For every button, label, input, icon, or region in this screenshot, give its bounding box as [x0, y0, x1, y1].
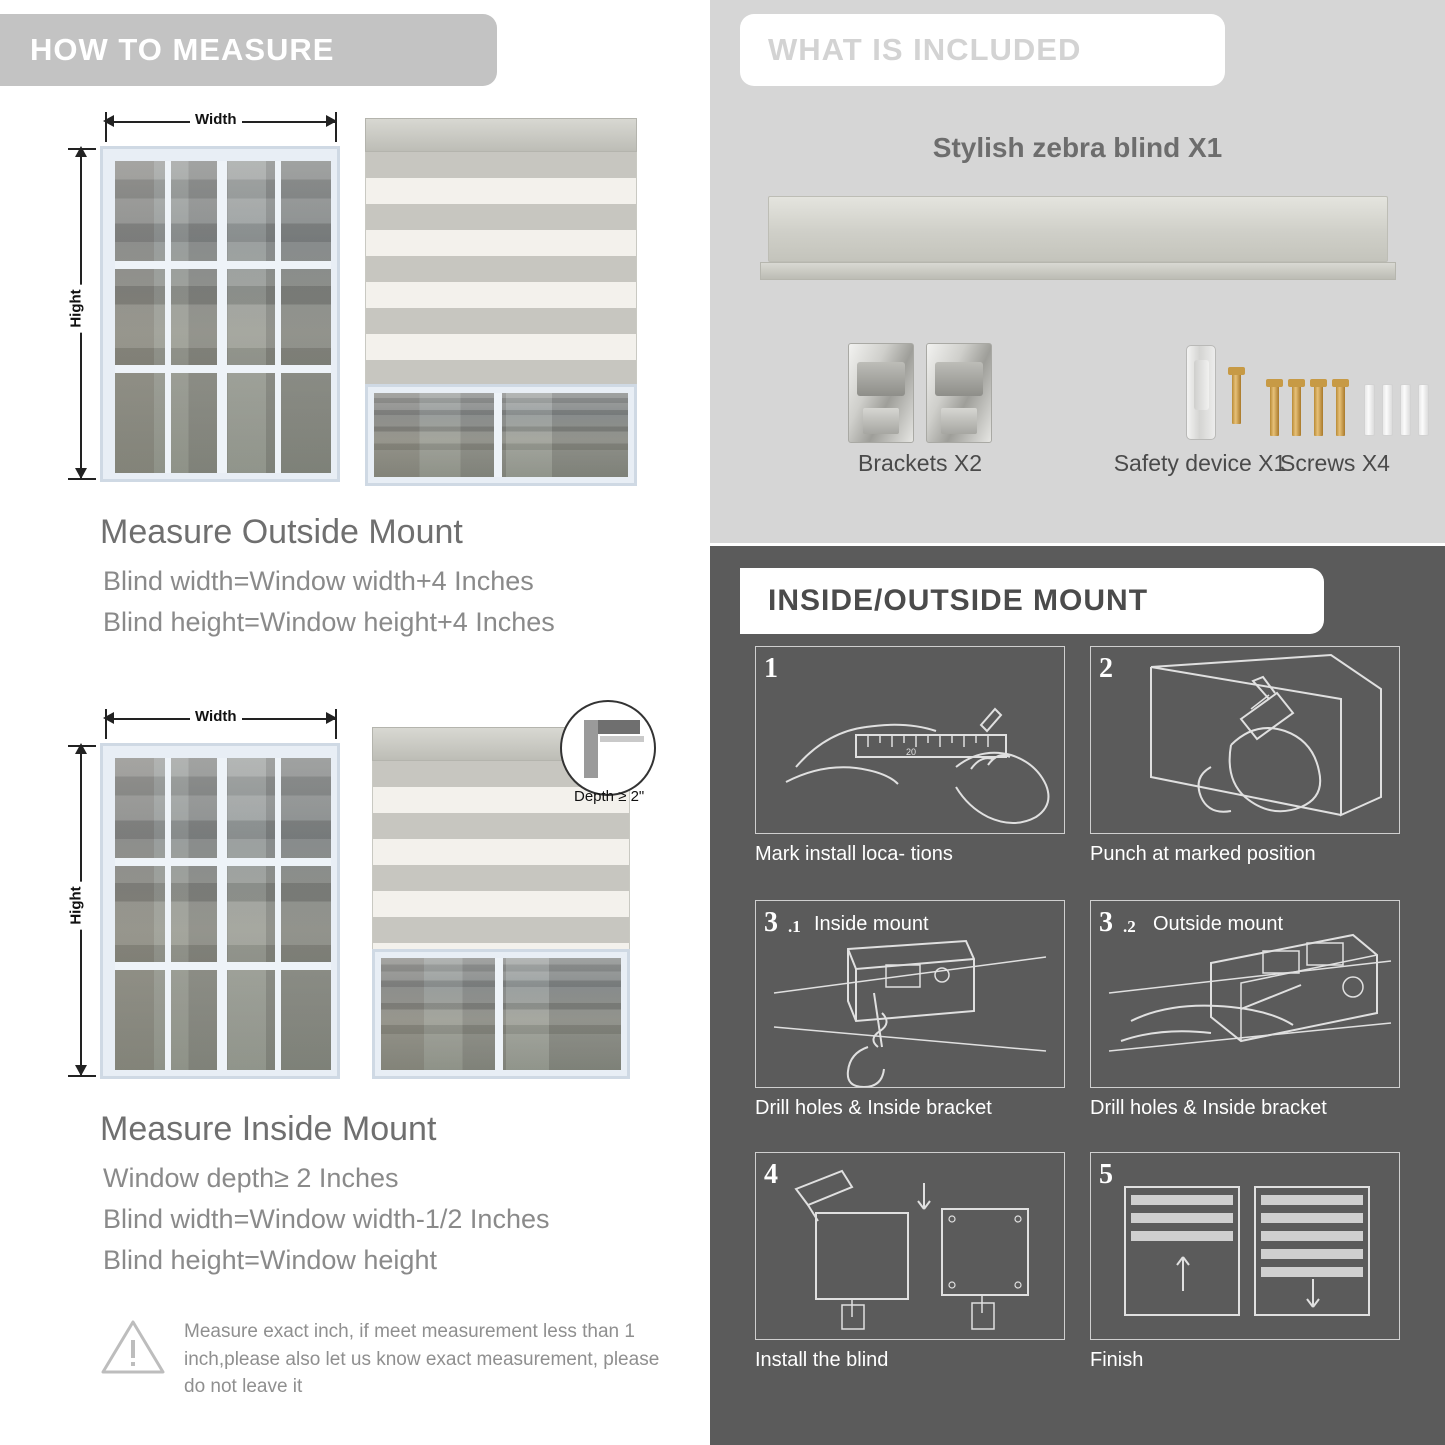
- measure-note-text: Measure exact inch, if meet measurement less than 1 inch,please also let us know exact measurement, please do not leave it: [184, 1321, 660, 1398]
- step-1-caption: Mark install loca- tions: [755, 843, 953, 865]
- step-5-caption: Finish: [1090, 1349, 1144, 1371]
- what-is-included-banner: [740, 14, 1225, 86]
- outside-width-tick-left: [105, 112, 107, 142]
- step-3-1-number: 3: [764, 907, 778, 938]
- inside-mount-line3: Blind height=Window height: [103, 1245, 437, 1275]
- measure-note: [100, 1318, 660, 1401]
- step-3-1-subtitle: Inside mount: [814, 913, 929, 935]
- inside-outside-mount-banner: [740, 568, 1324, 634]
- step-2-figure: [1090, 646, 1400, 865]
- zebra-blind-bottom-rail: [760, 262, 1396, 280]
- product-title: Stylish zebra blind X1: [932, 132, 1223, 163]
- step-2-caption: Punch at marked position: [1090, 843, 1316, 865]
- finished-blinds-icon: [1091, 1153, 1399, 1339]
- inside-width-label: Width: [190, 708, 242, 725]
- what-is-included-title: WHAT IS INCLUDED: [768, 32, 1082, 67]
- depth-label: Depth ≥ 2": [574, 788, 645, 805]
- wall-anchor-icon-1: [1364, 384, 1375, 436]
- outside-blind-window-below: [365, 384, 637, 486]
- drill-icon: [1091, 647, 1399, 833]
- step-4-figure: [755, 1152, 1065, 1371]
- blind-install-icon: [756, 1153, 1064, 1339]
- screw-icon-4: [1336, 384, 1345, 436]
- step-3-1-number-suffix: .1: [788, 917, 801, 936]
- inside-mount-heading: Measure Inside Mount: [100, 1110, 437, 1148]
- step-4-number: 4: [764, 1159, 778, 1190]
- outside-width-tick-right: [335, 112, 337, 142]
- how-to-measure-title: HOW TO MEASURE: [30, 32, 335, 67]
- step-1-number: 1: [764, 653, 778, 684]
- outside-mount-heading: Measure Outside Mount: [100, 513, 463, 551]
- brackets-label: Brackets X2: [858, 450, 982, 476]
- outside-mount-line1: Blind width=Window width+4 Inches: [103, 566, 534, 596]
- inside-outside-mount-title: INSIDE/OUTSIDE MOUNT: [768, 584, 1149, 617]
- inside-outside-mount-panel: [710, 546, 1445, 1445]
- wall-anchor-icon-2: [1382, 384, 1393, 436]
- outside-blind-headrail: [365, 118, 637, 152]
- step-5-figure: [1090, 1152, 1400, 1371]
- step-3-2-caption: Drill holes & Inside bracket: [1090, 1097, 1327, 1119]
- step-2-number: 2: [1099, 653, 1113, 684]
- safety-device-label: Safety device X1: [1113, 450, 1287, 476]
- ruler-pencil-icon: [756, 647, 1064, 833]
- outside-width-label: Width: [190, 111, 242, 128]
- depth-callout-circle: [560, 700, 656, 796]
- outside-mount-blind: [365, 118, 637, 486]
- outside-height-tick-bottom: [68, 478, 96, 480]
- screws-label: Screws X4: [1280, 450, 1390, 476]
- inside-mount-line2: Blind width=Window width-1/2 Inches: [103, 1204, 550, 1234]
- step-1-figure: [755, 646, 1065, 865]
- step-3-1-caption: Drill holes & Inside bracket: [755, 1097, 992, 1119]
- inside-height-tick-bottom: [68, 1075, 96, 1077]
- warning-triangle-icon: [100, 1318, 166, 1376]
- safety-device-icon: [1186, 345, 1216, 440]
- inside-height-tick-top: [68, 745, 96, 747]
- step-3-1-figure: [755, 900, 1065, 1119]
- what-is-included-panel: [710, 0, 1445, 543]
- step-5-number: 5: [1099, 1159, 1113, 1190]
- outside-height-label: Hight: [68, 284, 85, 332]
- wall-anchor-icon-3: [1400, 384, 1411, 436]
- step-3-2-number-suffix: .2: [1123, 917, 1136, 936]
- step-3-2-figure: [1090, 900, 1400, 1119]
- inside-blind-window-below: [372, 949, 630, 1079]
- inside-window-frame: [100, 743, 340, 1079]
- how-to-measure-panel: [0, 0, 707, 1445]
- wall-anchor-icon-4: [1418, 384, 1429, 436]
- screw-icon-1: [1270, 384, 1279, 436]
- bracket-icon-1: [848, 343, 914, 443]
- screw-icon-2: [1292, 384, 1301, 436]
- svg-text:20: 20: [906, 747, 917, 757]
- outside-mount-line2: Blind height=Window height+4 Inches: [103, 607, 555, 637]
- step-3-2-subtitle: Outside mount: [1153, 913, 1284, 935]
- step-4-caption: Install the blind: [755, 1349, 889, 1371]
- inside-height-label: Hight: [68, 881, 85, 929]
- outside-blind-fabric: [365, 152, 637, 410]
- screw-icon-3: [1314, 384, 1323, 436]
- zebra-blind-product-image: [768, 196, 1388, 262]
- outside-height-tick-top: [68, 148, 96, 150]
- inside-width-tick-right: [335, 709, 337, 739]
- outside-window-frame: [100, 146, 340, 482]
- part-screws: [1230, 340, 1430, 477]
- bracket-icon-2: [926, 343, 992, 443]
- step-3-2-number: 3: [1099, 907, 1113, 938]
- inside-mount-line1: Window depth≥ 2 Inches: [103, 1163, 399, 1193]
- how-to-measure-banner: [0, 14, 497, 86]
- inside-width-tick-left: [105, 709, 107, 739]
